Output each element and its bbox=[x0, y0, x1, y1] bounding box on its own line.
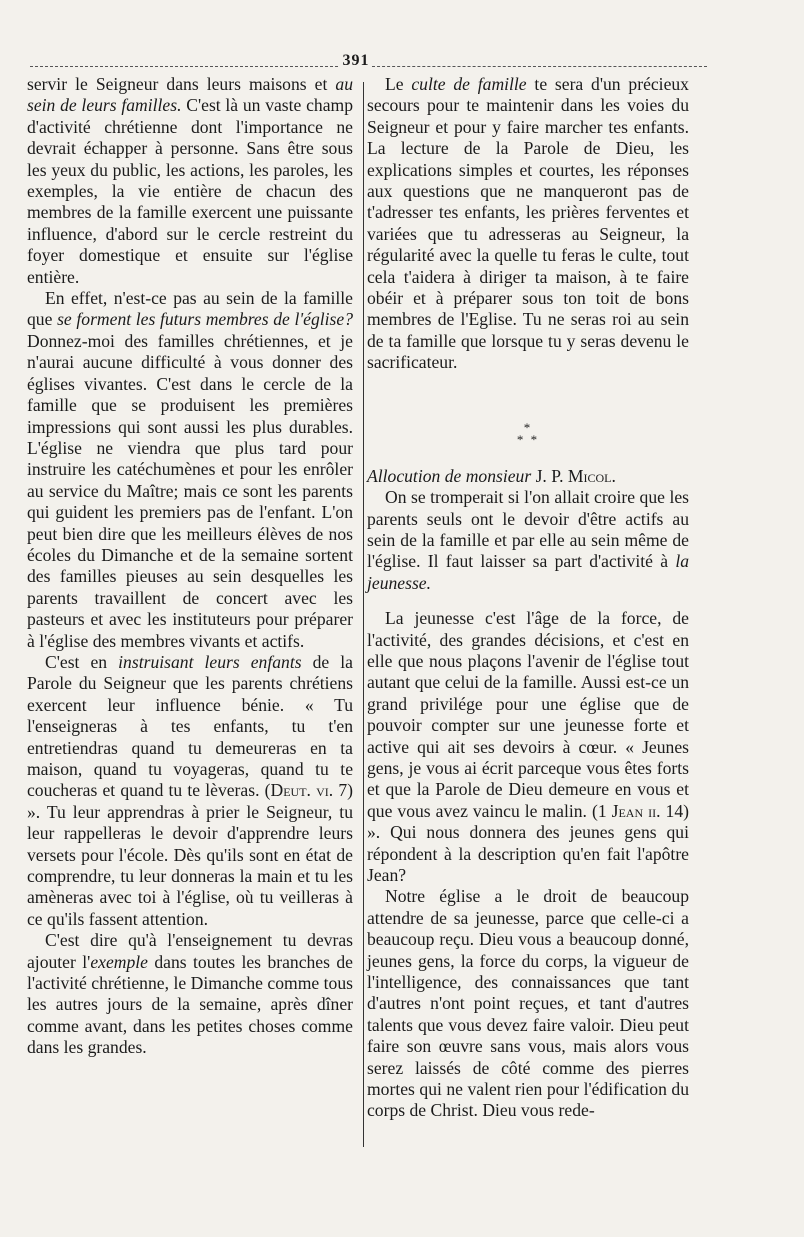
text-run: ) ». Tu leur apprendras à prier le Seigneur, tu leur rappelleras le devoir d'apprendre leurs versets pour l'école. Dès qu'ils sont en état de comprendre, tu leur donneras la main et tu les amèneras avec toi à l'église, où tu veilleras à ce qu'ils fassent attention. bbox=[27, 780, 354, 929]
asterism-separator: * * * bbox=[516, 419, 540, 447]
paragraph bbox=[27, 288, 353, 652]
header-rule-right bbox=[372, 66, 707, 67]
text-run: En effet, n'est-ce pas au sein de la famille que bbox=[27, 288, 353, 330]
paragraph bbox=[367, 608, 689, 886]
text-run: dans toutes les branches de l'activité chrétienne, le Dimanche comme tous les autres jours de la semaine, après dîner comme avant, dans les petites choses comme dans les grandes. bbox=[27, 951, 353, 1058]
scripture-reference: Deut. vi. 7 bbox=[270, 780, 348, 801]
text-run: C'est en bbox=[45, 651, 119, 672]
italic-run: exemple bbox=[90, 951, 148, 972]
paragraph bbox=[27, 930, 353, 1058]
heading-italic: Allocution de monsieur bbox=[367, 465, 532, 486]
paragraph bbox=[367, 74, 689, 374]
text-run: Donnez-moi des familles chrétiennes, et je n'aurai aucune difficulté à vous donner des églises vivantes. C'est dans le cercle de la famille que se produisent les premières impressions qui sont aussi les plus durables. L'église ne viendra que plus tard pour instruire les catéchumènes et pour les enrôler au service du Maître; mais ce sont les parents qui guident les premiers pas de l'enfant. L'on peut bien dire que les meilleurs élèves de nos écoles du Dimanche et de la semaine sortent des familles pieuses au sein desquelles les parents travaillent de concert avec les pasteurs et avec les instituteurs pour préparer à l'église des membres vivants et actifs. bbox=[27, 330, 353, 651]
italic-run: au sein de leurs familles. bbox=[27, 74, 353, 116]
text-run: C'est dire qu'à l'enseignement tu devras ajouter l' bbox=[27, 930, 353, 972]
paragraph bbox=[367, 886, 689, 1121]
italic-run: la jeunesse. bbox=[367, 551, 689, 593]
text-run: Notre église a le droit de beaucoup attendre de sa jeunesse, parce que celle-ci a beaucoup reçu. Dieu vous a beaucoup donné, jeunes gens, la force du corps, la vigueur de l'intelligence, des connaissances que tant d'autres n'ont point reçues, et tant d'autres talents que vous devez faire valoir. Dieu peut faire son œuvre sans vous, mais alors vous serez laissés de côté comme des pierres mortes qui ne valent rien pour l'édification du corps de Christ. Dieu vous rede- bbox=[367, 886, 689, 1121]
text-run: On se tromperait si l'on allait croire que les parents seuls ont le devoir d'être actifs au sein de la famille et par elle au sein même de l'église. Il faut laisser sa part d'activité à bbox=[367, 487, 689, 572]
text-run: La jeunesse c'est l'âge de la force, de l'activité, des grandes décisions, et c'est en elle que nous plaçons l'avenir de l'église tout autant que celui de la famille. Aussi est-ce un grand privilége pour une église que de pouvoir compter sur une jeunesse forte et active qui ait ses devoirs à cœur. « Jeunes gens, je vous ai écrit parceque vous êtes forts et que la Parole de Dieu demeure en vous et que vous avez vaincu le malin. ( bbox=[367, 608, 689, 821]
column-divider bbox=[363, 82, 364, 1147]
left-column bbox=[27, 74, 353, 1059]
paragraph bbox=[27, 652, 353, 930]
italic-run: se forment les futurs membres de l'église? bbox=[57, 309, 354, 330]
header-rule-left bbox=[30, 66, 338, 67]
section-heading bbox=[367, 466, 689, 487]
text-run: Le bbox=[385, 74, 412, 94]
speaker-name: J. P. Micol. bbox=[531, 465, 616, 486]
italic-run: culte de famille bbox=[411, 74, 527, 94]
scripture-reference: 1 Jean ii. 14 bbox=[597, 800, 684, 821]
italic-run: instruisant leurs enfants bbox=[118, 651, 302, 672]
right-column bbox=[367, 74, 689, 1122]
paragraph bbox=[27, 74, 353, 288]
page-number: 391 bbox=[342, 52, 370, 69]
text-run: te sera d'un précieux secours pour te maintenir dans les voies du Seigneur et pour y faire marcher tes enfants. La lecture de la Parole de Dieu, les explications simples et courtes, les réponses aux questions que ne manqueront pas de t'adresser tes enfants, les prières ferventes et variées que tu adresseras au Seigneur, la régularité avec la quelle tu feras le culte, tout cela t'aidera à diriger ta maison, à te faire obéir et à préparer sous ton toit de bons membres de l'Eglise. Tu ne seras roi au sein de ta famille que lorsque tu y seras devenu le sacrificateur. bbox=[367, 74, 689, 373]
text-run: de la Parole du Seigneur que les parents chrétiens exercent leur influence bénie. « Tu l'enseigneras à tes enfants, tu t'en entretiendras quand tu demeureras en ta maison, quand tu voyageras, quand tu te coucheras et quand tu te lèveras. ( bbox=[27, 651, 353, 801]
paragraph bbox=[367, 487, 689, 594]
text-run: C'est là un vaste champ d'activité chrétienne dont l'importance ne devrait échapper à personne. Sans être sous les yeux du public, les actions, les paroles, les exemples, la vie entière de chacun des membres de la famille exercent une puissante influence, d'abord sur le cercle restreint du foyer domestique et ensuite sur l'église entière. bbox=[27, 95, 353, 287]
text-run: servir le Seigneur dans leurs maisons et bbox=[27, 74, 336, 94]
text-run: ) ». Qui nous donnera des jeunes gens qui répondent à la description qu'en fait l'apôtre Jean? bbox=[367, 800, 689, 885]
